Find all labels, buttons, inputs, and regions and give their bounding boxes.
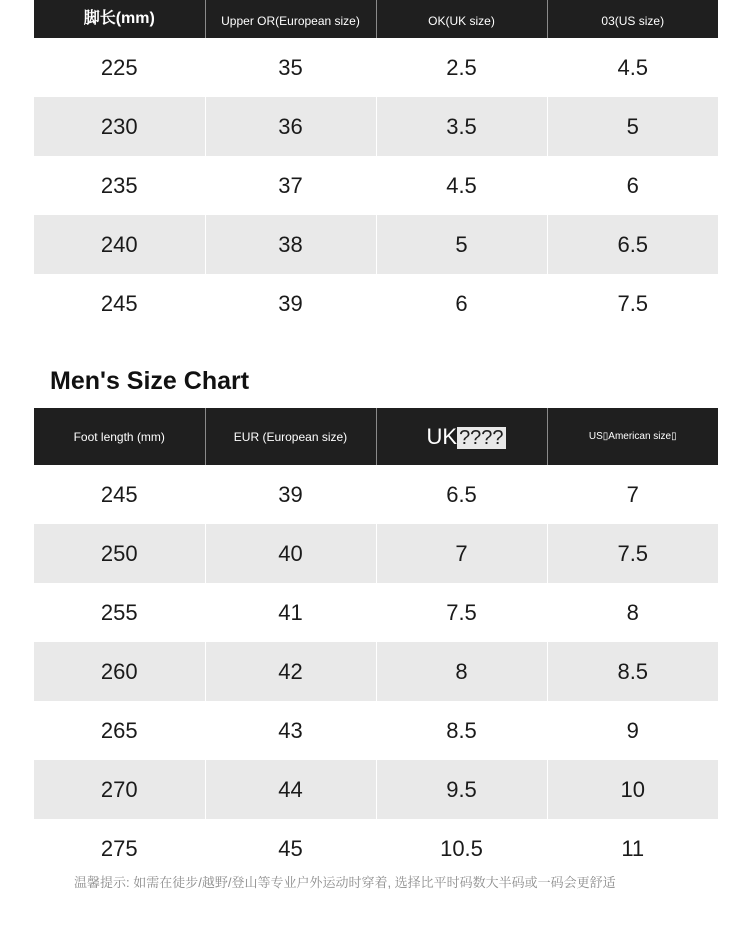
- cell-us-size: 10: [547, 760, 718, 819]
- cell-us-size: 6: [547, 156, 718, 215]
- table-row: [34, 97, 718, 156]
- header-foot-length: 脚长(mm): [34, 0, 205, 38]
- men-size-chart-title: Men's Size Chart: [50, 367, 250, 395]
- cell-foot-length: 235: [100, 172, 138, 198]
- men-size-table: [34, 408, 718, 878]
- cell-us-size: 9: [547, 701, 718, 760]
- cell-us-size: 4.5: [547, 38, 718, 97]
- women-size-table: [34, 0, 718, 333]
- header-uk-size: [376, 408, 547, 465]
- cell-uk-size: 8: [376, 642, 547, 701]
- header-eur-size: EUR (European size): [205, 408, 376, 465]
- header-foot-length: Foot length (mm): [34, 408, 205, 465]
- table-header-row: [34, 408, 718, 465]
- cell-foot-length: 225: [100, 54, 138, 80]
- cell-eur-size: 40: [205, 524, 376, 583]
- cell-uk-size: 3.5: [376, 97, 547, 156]
- header-eur-size: Upper OR(European size): [205, 0, 376, 38]
- cell-uk-size: 6.5: [376, 465, 547, 524]
- cell-eur-size: 42: [205, 642, 376, 701]
- cell-uk-size: 6: [376, 274, 547, 333]
- header-uk-garbled-text: ????: [459, 426, 504, 449]
- table-row: [34, 819, 718, 878]
- header-us-size: US▯American size▯: [547, 408, 718, 465]
- table-row: [34, 524, 718, 583]
- cell-uk-size: 8.5: [376, 701, 547, 760]
- cell-foot-length: 265: [100, 717, 138, 743]
- cell-eur-size: 36: [205, 97, 376, 156]
- table-row: [34, 642, 718, 701]
- table-header-row: [34, 0, 718, 38]
- cell-us-size: 6.5: [547, 215, 718, 274]
- cell-eur-size: 44: [205, 760, 376, 819]
- cell-foot-length: 240: [34, 215, 205, 274]
- cell-foot-length: 245: [100, 290, 138, 316]
- table-row: [34, 583, 718, 642]
- cell-eur-size: 39: [205, 465, 376, 524]
- cell-eur-size: 37: [205, 156, 376, 215]
- cell-uk-size: 9.5: [376, 760, 547, 819]
- cell-foot-length: 270: [34, 760, 205, 819]
- cell-us-size: 8.5: [547, 642, 718, 701]
- cell-foot-length: 255: [100, 599, 138, 625]
- table-row: [34, 38, 718, 97]
- cell-uk-size: 5: [376, 215, 547, 274]
- footer-note: 温馨提示: 如需在徒步/越野/登山等专业户外运动时穿着, 选择比平时码数大半码或一码会更舒适: [74, 875, 616, 890]
- cell-uk-size: 2.5: [376, 38, 547, 97]
- cell-us-size: 8: [547, 583, 718, 642]
- cell-eur-size: 35: [205, 38, 376, 97]
- cell-foot-length: 250: [34, 524, 205, 583]
- cell-uk-size: 10.5: [376, 819, 547, 878]
- cell-us-size: 7.5: [547, 274, 718, 333]
- cell-uk-size: 7: [376, 524, 547, 583]
- cell-eur-size: 43: [205, 701, 376, 760]
- cell-uk-size: 7.5: [376, 583, 547, 642]
- table-row: [34, 215, 718, 274]
- table-row: [34, 760, 718, 819]
- header-uk-label: UK: [426, 423, 458, 449]
- cell-eur-size: 38: [205, 215, 376, 274]
- cell-us-size: 7: [547, 465, 718, 524]
- header-us-size: 03(US size): [547, 0, 718, 38]
- cell-us-size: 7.5: [547, 524, 718, 583]
- cell-eur-size: 45: [205, 819, 376, 878]
- table-row: [34, 701, 718, 760]
- cell-foot-length: 245: [100, 481, 138, 507]
- cell-foot-length: 230: [34, 97, 205, 156]
- cell-foot-length: 275: [100, 835, 138, 861]
- cell-foot-length: 260: [34, 642, 205, 701]
- cell-us-size: 11: [547, 819, 718, 878]
- table-row: [34, 465, 718, 524]
- header-uk-size: OK(UK size): [376, 0, 547, 38]
- table-row: [34, 274, 718, 333]
- cell-us-size: 5: [547, 97, 718, 156]
- table-row: [34, 156, 718, 215]
- cell-uk-size: 4.5: [376, 156, 547, 215]
- cell-eur-size: 39: [205, 274, 376, 333]
- cell-eur-size: 41: [205, 583, 376, 642]
